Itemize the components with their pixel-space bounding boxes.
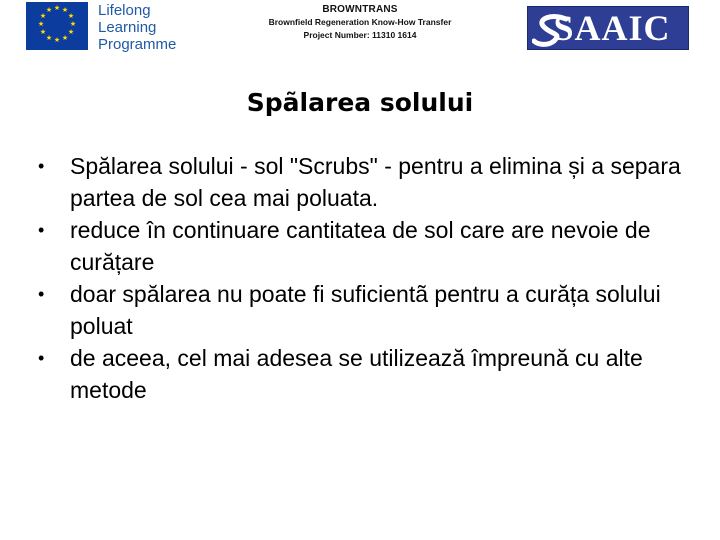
bullet-icon: • [38, 284, 45, 304]
svg-text:★: ★ [53, 36, 61, 44]
saaic-logo-text: SAAIC [553, 8, 671, 48]
svg-text:★: ★ [39, 28, 47, 36]
bullet-text-4: de aceea, cel mai adesea se utilizează împreună cu alte metode [70, 345, 643, 403]
llp-text [98, 2, 176, 53]
slide-header [0, 0, 720, 64]
svg-text:★: ★ [45, 6, 53, 14]
bullet-item-4 [34, 342, 694, 406]
svg-text:★: ★ [61, 34, 69, 42]
svg-text:★: ★ [39, 12, 47, 20]
saaic-logo [527, 6, 689, 50]
slide-title: Spãlarea solului [246, 88, 474, 117]
bullet-list [34, 150, 694, 406]
project-info [240, 3, 480, 42]
bullet-item-2 [34, 214, 694, 278]
llp-line-2: Learning [98, 19, 157, 36]
svg-text:★: ★ [67, 28, 75, 36]
bullet-icon: • [38, 348, 45, 368]
svg-text:★: ★ [45, 34, 53, 42]
svg-text:★: ★ [61, 6, 69, 14]
llp-line-3: Programme [98, 36, 177, 53]
llp-line-1: Lifelong [98, 2, 151, 19]
bullet-text-2: reduce în continuare cantitatea de sol care are nevoie de curățare [70, 217, 651, 275]
svg-text:★: ★ [53, 4, 61, 12]
eu-llp-logo [26, 2, 176, 53]
project-subtitle: Brownfield Regeneration Know-How Transfer [268, 17, 452, 27]
svg-text:★: ★ [67, 12, 75, 20]
bullet-item-1 [34, 150, 694, 214]
project-number: Project Number: 11310 1614 [303, 30, 417, 40]
eu-flag-icon [26, 2, 88, 50]
project-name: BROWNTRANS [322, 4, 398, 15]
svg-text:★: ★ [37, 20, 45, 28]
bullet-icon: • [38, 156, 45, 176]
bullet-icon: • [38, 220, 45, 240]
bullet-item-3 [34, 278, 694, 342]
bullet-text-3: doar spălarea nu poate fi suficientã pentru a curăța solului poluat [70, 281, 661, 339]
svg-text:★: ★ [69, 20, 77, 28]
bullet-text-1: Spălarea solului - sol "Scrubs" - pentru a elimina și a separa partea de sol cea mai poluata. [70, 153, 681, 211]
